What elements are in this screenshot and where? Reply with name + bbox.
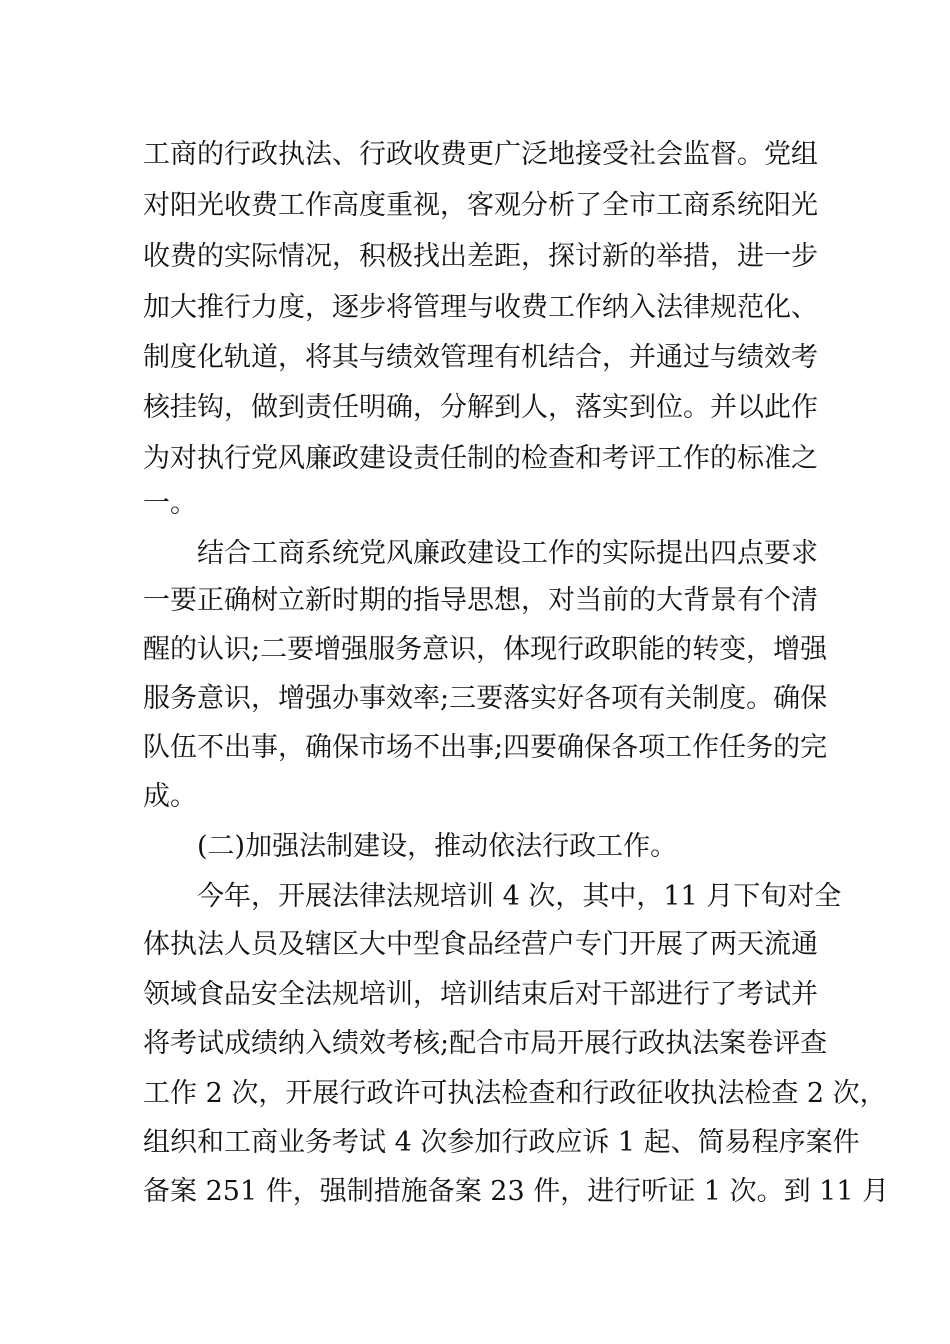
section-heading: (二)加强法制建设，推动依法行政工作。 (197, 831, 678, 862)
text-line-17: 体执法人员及辖区大中型食品经营户专门开展了两天流通 (143, 929, 818, 960)
text-line-9: 结合工商系统党风廉政建设工作的实际提出四点要求 (197, 538, 818, 569)
text-line-1: 工商的行政执法、行政收费更广泛地接受社会监督。党组 (143, 139, 818, 170)
text-line-14: 成。 (143, 781, 197, 812)
text-line-20: 工作 2 次，开展行政许可执法检查和行政征收执法检查 2 次， (143, 1078, 887, 1109)
text-line-10: 一要正确树立新时期的指导思想，对当前的大背景有个清 (143, 585, 818, 616)
text-line-3: 收费的实际情况，积极找出差距，探讨新的举措，进一步 (143, 241, 818, 272)
text-line-6: 核挂钩，做到责任明确，分解到人，落实到位。并以此作 (143, 392, 818, 423)
text-line-18: 领域食品安全法规培训，培训结束后对干部进行了考试并 (143, 979, 818, 1010)
text-line-2: 对阳光收费工作高度重视，客观分析了全市工商系统阳光 (143, 190, 818, 221)
text-line-5: 制度化轨道，将其与绩效管理有机结合，并通过与绩效考 (143, 342, 818, 373)
text-line-21: 组织和工商业务考试 4 次参加行政应诉 1 起、简易程序案件 (143, 1127, 860, 1158)
text-line-19: 将考试成绩纳入绩效考核;配合市局开展行政执法案卷评查 (143, 1028, 828, 1059)
text-line-4: 加大推行力度，逐步将管理与收费工作纳入法律规范化、 (143, 292, 818, 323)
text-line-22: 备案 251 件，强制措施备案 23 件，进行听证 1 次。到 11 月 (143, 1176, 890, 1207)
text-line-12: 服务意识，增强办事效率;三要落实好各项有关制度。确保 (143, 683, 828, 714)
text-line-16: 今年，开展法律法规培训 4 次，其中，11 月下旬对全 (197, 881, 842, 912)
text-line-7: 为对执行党风廉政建设责任制的检查和考评工作的标准之 (143, 443, 818, 474)
text-line-11: 醒的认识;二要增强服务意识，体现行政职能的转变，增强 (143, 634, 828, 665)
text-line-8: 一。 (143, 488, 197, 519)
text-line-13: 队伍不出事，确保市场不出事;四要确保各项工作任务的完 (143, 732, 828, 763)
